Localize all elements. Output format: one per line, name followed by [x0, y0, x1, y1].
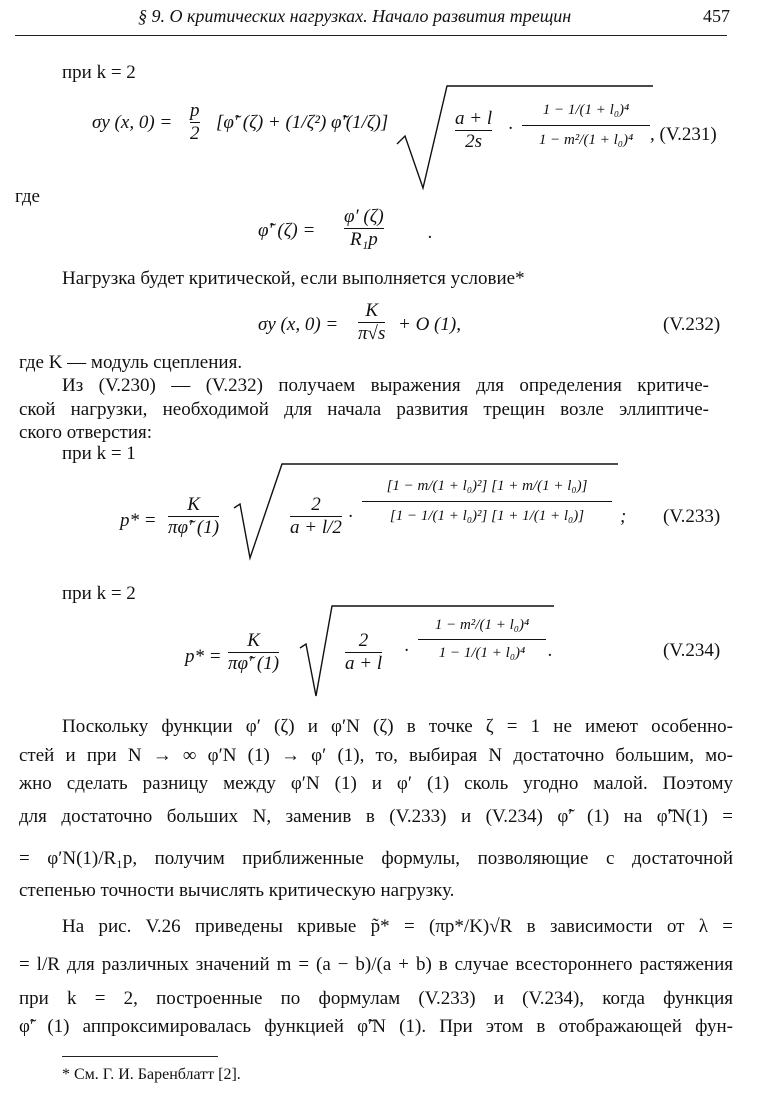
eq234-rad-right-den: 1 − 1/(1 + l₀)⁴ [418, 639, 546, 667]
eq231-rad-left-den: 2s [455, 130, 492, 153]
eq233-coef [168, 494, 219, 539]
eq-def-num: φ′ (ζ) [344, 206, 384, 227]
eq233-rad-right-den: [1 − 1/(1 + l₀)²] [1 + 1/(1 + l₀)] [362, 501, 612, 531]
eq234-rad-right-num: 1 − m²/(1 + l₀)⁴ [434, 617, 530, 633]
eq233-rad-right-num: [1 − m/(1 + l₀)²] [1 + m/(1 + l₀)] [386, 478, 588, 494]
eq234-rad-left [345, 630, 382, 675]
case-k1-label: при k = 1 [62, 443, 136, 464]
para-critical: Нагрузка будет критической, если выполняется условие* [62, 268, 525, 289]
eq231-bracket: [φ̃′ (ζ) + (1/ζ²) φ̃′(1/ζ)] [216, 112, 389, 133]
eq-def-frac [344, 206, 384, 251]
eq233-rad-right [362, 472, 612, 532]
eq231-number: , (V.231) [650, 124, 717, 145]
eq233-dot: · [348, 506, 353, 527]
eq232-frac [358, 300, 385, 345]
page-number: 457 [703, 6, 730, 26]
para-since-line-2: стей и при N → ∞ φ′N (1) → φ′ (1), то, выбирая N достаточно большим, мо- [19, 745, 733, 766]
eq-def-den: R₁p [344, 228, 384, 251]
where-label: где [15, 186, 40, 207]
where-K: где K — модуль сцепления. [19, 352, 243, 373]
para-since-line-6: степенью точности вычислять критическую нагрузку. [19, 880, 455, 901]
para-since-line-3: жно сделать разницу между φ′N (1) и φ′ (1) сколь угодно малой. Поэтому [19, 773, 733, 794]
eq233-coef-num: K [187, 494, 200, 515]
eq233-lhs: p* = [120, 510, 157, 531]
case-label: при k = 2 [62, 62, 136, 83]
eq231-rad-right-den: 1 − m²/(1 + l₀)⁴ [522, 125, 650, 155]
eq234-rad-left-num: 2 [358, 630, 369, 651]
footnote: * См. Г. И. Баренблатт [2]. [62, 1066, 241, 1083]
para-since-line-4: для достаточно больших N, заменив в (V.233) и (V.234) φ̃′ (1) на φ̃′N(1) = [19, 806, 733, 827]
header-rule [15, 35, 727, 36]
eq234-end: . [548, 640, 553, 661]
eq233-number: (V.233) [663, 506, 721, 527]
eq234-coef [228, 630, 279, 675]
eq232-number: (V.232) [663, 314, 721, 335]
eq234-rad-right [418, 612, 546, 668]
para-fig-line-3: при k = 2, построенные по формулам (V.233) и (V.234), когда функция [19, 988, 733, 1009]
eq234-rad-left-den: a + l [345, 652, 383, 674]
eq233-rad-left-den: a + l/2 [290, 516, 342, 538]
eq-def-end: . [428, 222, 433, 243]
eq231-rad-left [455, 108, 492, 153]
eq233-rad-left [290, 494, 342, 539]
eq232-lhs: σy (x, 0) = [258, 314, 339, 335]
eq233-coef-den: πφ̃′ (1) [168, 516, 220, 538]
eq234-number: (V.234) [663, 640, 721, 661]
para-fig-line-4: φ̃′ (1) аппроксимировалась функцией φ̃′N (1). При этом в отображающей фун- [19, 1016, 733, 1037]
eq232-rhs: + O (1), [398, 314, 461, 335]
eq231-rad-right-num: 1 − 1/(1 + l₀)⁴ [542, 102, 630, 118]
eq231-2: 2 [190, 122, 200, 144]
para-since-line-1: Поскольку функции φ′ (ζ) и φ′N (ζ) в точке ζ = 1 не имеют особенно- [62, 716, 733, 737]
eq231-rad-right [522, 96, 650, 156]
eq234-dot: · [404, 640, 409, 661]
eq232-num: K [365, 300, 379, 321]
eq234-lhs: p* = [185, 646, 222, 667]
eq231-lhs: σy (x, 0) = [92, 112, 173, 133]
eq234-coef-den: πφ̃′ (1) [228, 652, 280, 674]
eq232-den: π√s [358, 322, 386, 344]
para-from-line-3: ского отверстия: [19, 422, 153, 443]
eq233-end: ; [620, 506, 627, 527]
para-fig-line-2: = l/R для различных значений m = (a − b)/(a + b) в случае всестороннего растяжения [19, 954, 733, 975]
para-fig-line-1: На рис. V.26 приведены кривые p̃* = (πp*/K)√R в зависимости от λ = [62, 916, 733, 937]
eq231-p: p [190, 100, 200, 121]
para-from-line-1: Из (V.230) — (V.232) получаем выражения для определения критиче- [62, 375, 709, 396]
running-header: § 9. О критических нагрузках. Начало развития трещин [138, 6, 572, 26]
para-from-line-2: ской нагрузки, необходимой для начала развития трещин возле эллиптиче- [19, 399, 709, 420]
footnote-rule [62, 1056, 218, 1057]
eq231-rad-left-num: a + l [455, 108, 493, 129]
eq234-coef-num: K [247, 630, 260, 651]
para-since-line-5: = φ′N(1)/R₁p, получим приближенные формулы, позволяющие с достаточной [19, 848, 733, 869]
case-k2-label: при k = 2 [62, 583, 136, 604]
eq-def-lhs: φ̃′ (ζ) = [258, 220, 316, 241]
eq233-rad-left-num: 2 [311, 494, 321, 515]
eq231-p-over-2 [190, 100, 200, 145]
eq231-dot: · [508, 118, 513, 139]
